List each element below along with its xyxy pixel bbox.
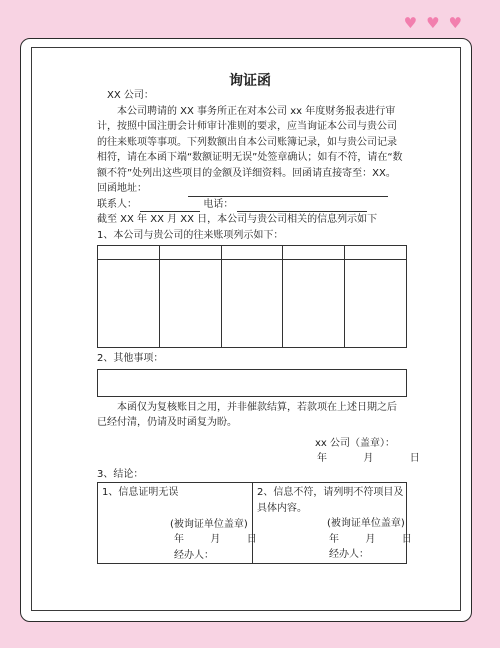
notice-paragraph — [97, 400, 409, 431]
paragraph-line: 的往来账项等事项。下列数额出自本公司账簿记录，如与贵公司记录 — [97, 136, 397, 148]
notice-line: 已经付清，仍请及时函复为盼。 — [97, 417, 237, 428]
date-month: 月 — [365, 533, 376, 545]
phone-field[interactable] — [237, 201, 367, 212]
account-table — [97, 245, 407, 348]
section2-label: 2、其他事项： — [97, 353, 164, 364]
conclusion-box — [97, 482, 412, 564]
heart-icon: ♥ — [426, 14, 440, 32]
conclusion-left-handler: 经办人： — [174, 549, 214, 561]
date-day: 日 — [409, 453, 420, 464]
page-title: 询证函 — [229, 73, 271, 89]
other-matters-box[interactable] — [97, 369, 407, 397]
phone-label: 电话： — [203, 198, 234, 210]
date-month: 月 — [363, 453, 374, 464]
conclusion-right[interactable] — [253, 483, 416, 563]
table-cell[interactable] — [98, 246, 160, 260]
intro-paragraph — [97, 104, 409, 182]
conclusion-right-seal: (被询证单位盖章) — [327, 518, 405, 529]
conclusion-left-date — [102, 532, 257, 548]
sender-date — [97, 451, 420, 467]
table-cell[interactable] — [345, 260, 407, 348]
date-year: 年 — [329, 533, 339, 545]
reply-address-field[interactable] — [188, 186, 388, 197]
conclusion-right-date — [257, 532, 412, 548]
notice-line: 本函仅为复核账目之用，并非催款结算，若款项在上述日期之后 — [117, 401, 397, 413]
contact-row — [97, 197, 409, 213]
conclusion-right-heading-2: 具体内容。 — [257, 502, 307, 514]
table-header-row — [98, 246, 407, 260]
heart-icon: ♥ — [403, 14, 418, 32]
table-cell[interactable] — [159, 246, 221, 260]
date-day: 日 — [246, 534, 257, 545]
contact-label: 联系人： — [97, 198, 137, 210]
conclusion-right-heading: 2、信息不符，请列明不符项目及 — [257, 487, 404, 498]
conclusion-left[interactable] — [98, 483, 257, 563]
table-cell[interactable] — [345, 246, 407, 260]
table-cell[interactable] — [98, 260, 160, 348]
letter-body — [97, 88, 420, 564]
table-cell[interactable] — [159, 260, 221, 348]
conclusion-right-handler: 经办人： — [329, 549, 369, 560]
reply-address-row — [97, 181, 409, 197]
table-cell[interactable] — [283, 260, 345, 348]
table-cell[interactable] — [221, 260, 283, 348]
table-cell[interactable] — [221, 246, 283, 260]
paragraph-line: 本公司聘请的 XX 事务所正在对本公司 xx 年度财务报表进行审 — [117, 105, 396, 117]
table-row — [98, 260, 407, 348]
paragraph-line: 计，按照中国注册会计师审计准则的要求，应当询证本公司与贵公司 — [97, 121, 397, 132]
salutation: XX 公司： — [107, 90, 154, 101]
as-of-line: 截至 XX 年 XX 月 XX 日，本公司与贵公司相关的信息列示如下 — [97, 214, 378, 225]
paragraph-line: 相符，请在本函下端“数额证明无误”处签章确认；如有不符，请在“数 — [97, 152, 403, 163]
section1-label: 1、本公司与贵公司的往来账项列示如下： — [97, 229, 284, 241]
date-month: 月 — [210, 534, 221, 545]
conclusion-left-seal: (被询证单位盖章) — [170, 518, 248, 530]
conclusion-left-heading: 1、信息证明无误 — [102, 487, 179, 498]
heart-icon: ♥ — [448, 14, 462, 32]
date-year: 年 — [174, 534, 184, 545]
table-cell[interactable] — [283, 246, 345, 260]
reply-address-label: 回函地址： — [97, 183, 147, 194]
sender-seal: xx 公司（盖章）： — [314, 437, 395, 449]
date-day: 日 — [401, 533, 412, 545]
section3-label: 3、结论： — [97, 468, 144, 480]
heart-decoration — [404, 16, 462, 31]
paragraph-line: 额不符”处列出这些项目的金额及详细资料。回函请直接寄至：XX。 — [97, 167, 396, 179]
date-year: 年 — [317, 453, 327, 464]
contact-field[interactable] — [140, 201, 200, 212]
